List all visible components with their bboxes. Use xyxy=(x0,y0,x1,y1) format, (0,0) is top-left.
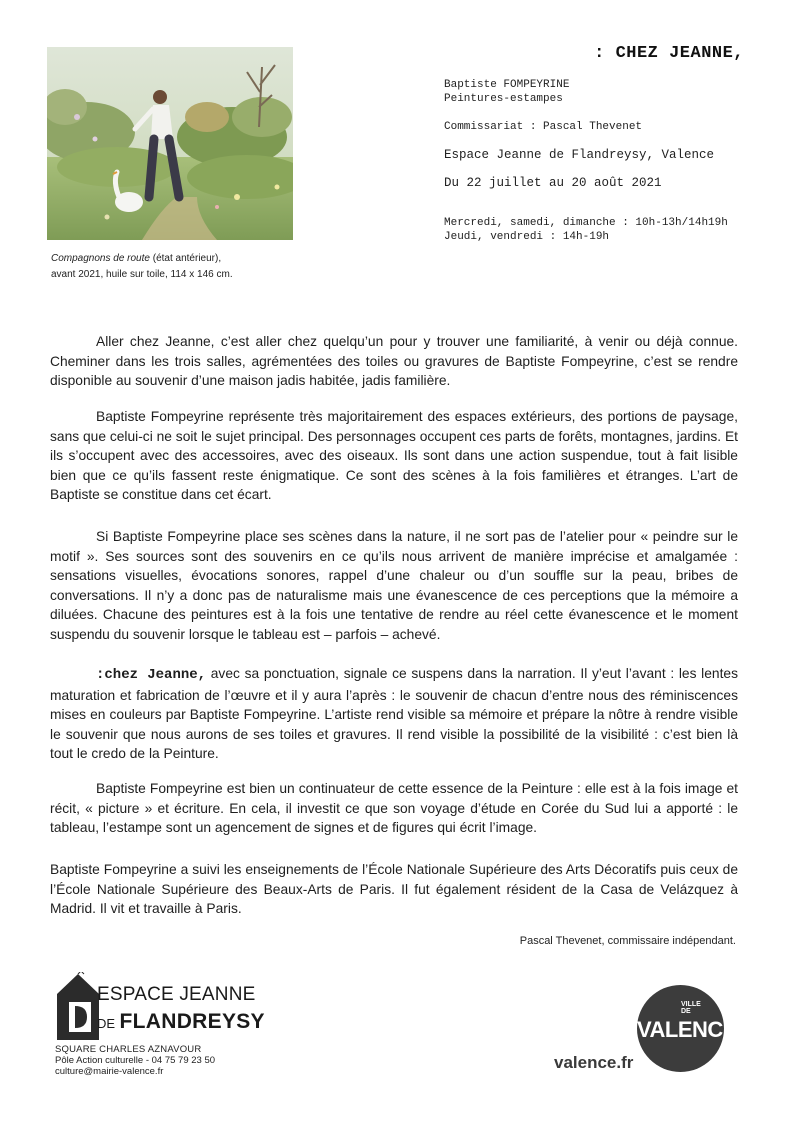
logo-line2-small: DE xyxy=(97,1016,116,1031)
espace-jeanne-logo xyxy=(55,972,285,1042)
painting-caption xyxy=(51,251,301,283)
address-pole: Pôle Action culturelle - 04 75 79 23 50 xyxy=(55,1055,216,1066)
exhibition-dates: Du 22 juillet au 20 août 2021 xyxy=(444,176,662,190)
body-paragraph: Baptiste Fompeyrine représente très majoritairement des espaces extérieurs, des portions de paysage, sans que celui-ci ne soit le sujet principal. Des personnages occupent ces parts de forêts, montagnes, jardins. Et ils s’occupent avec des accessoires, avec des oiseaux. Ils sont dans une action suspendue, tout à fait lisible bien que ce qu’ils fassent reste énigmatique. Ce sont des scènes à la fois familières et étranges. L’art de Baptiste se constitue dans cet écart. xyxy=(50,409,738,503)
body-paragraph: Baptiste Fompeyrine est bien un continuateur de cette essence de la Peinture : elle est à la fois image et récit, « picture » et écriture. En cela, il investit ce que son voyage d’étude en Corée du Sud lui a apporté : le tableau, l’estampe sont un agencement de signes et de figures qui écrit l’image. xyxy=(50,781,738,836)
logo-line2 xyxy=(97,1010,265,1034)
valence-logo-small: VILLE DE xyxy=(681,1001,701,1015)
body-paragraph xyxy=(50,664,738,764)
body-paragraph: Aller chez Jeanne, c’est aller chez quelqu’un pour y trouver une familiarité, à venir ou déjà connue. Cheminer dans les trois salles, agrémentées des toiles ou gravures de Baptiste Fompeyrine, c’est se rendre disponible au souvenir d’une maison jadis habitée, jadis familière. xyxy=(50,334,738,389)
valence-url-link[interactable]: valence.fr xyxy=(554,1053,634,1072)
paragraph-text: avec sa ponctuation, signale ce suspens dans la narration. Il y’eut l’avant : les lentes maturation et fabrication de l’œuvre et il y aura l’après : le souvenir de chacun d’entre nous des réminiscences mises en couleurs par Baptiste Fompeyrine. L’artiste rend visible sa mémoire et prépare la nôtre à rendre visible le souvenir que nous aurons de ses toiles et gravures. Il rend visible la possibilité de la visibilité : c’est bien là tout le credo de la Peinture. xyxy=(50,666,739,762)
body-paragraph: Baptiste Fompeyrine a suivi les enseignements de l’École Nationale Supérieure des Arts Décoratifs puis ceux de l’École Nationale Supérieure des Beaux-Arts de Paris. Il fut également résident de la Casa de Velázquez à Madrid. Il vit et travaille à Paris. xyxy=(50,862,738,917)
caption-line2: avant 2021, huile sur toile, 114 x 146 cm. xyxy=(51,269,233,280)
caption-title: Compagnons de route xyxy=(51,253,150,264)
artist-subtitle: Peintures-estampes xyxy=(444,93,563,105)
valence-logo-big: VALENCE xyxy=(637,1017,737,1042)
curator: Commissariat : Pascal Thevenet xyxy=(444,121,643,133)
valence-logo xyxy=(637,985,737,1072)
signature: Pascal Thevenet, commissaire indépendant. xyxy=(519,935,736,947)
logo-line1: ESPACE JEANNE xyxy=(97,984,256,1005)
venue: Espace Jeanne de Flandreysy, Valence xyxy=(444,148,715,162)
house-logo-icon xyxy=(55,972,101,1042)
caption-line1-rest: (état antérieur), xyxy=(149,253,222,264)
inline-title: :chez Jeanne, xyxy=(96,667,207,683)
painting-image xyxy=(47,47,293,240)
exhibition-title: : CHEZ JEANNE, xyxy=(594,44,744,63)
contact-email[interactable]: culture@mairie-valence.fr xyxy=(55,1066,164,1077)
artist-name: Baptiste FOMPEYRINE xyxy=(444,79,570,91)
body-paragraph: Si Baptiste Fompeyrine place ses scènes dans la nature, il ne sort pas de l’atelier pour « peindre sur le motif ». Ses sources sont des souvenirs en ce qu’ils nous arrivent de manière imprécise et amalgamée : sensations visuelles, évocations sonores, rappel d’une chaleur ou d’un souffle sur la peau, bribes de conversations. Il n’y a donc pas de naturalisme mais une évanescence de ces perceptions que la mémoire a diluées. Chacune des peintures est à la fois une tentative de rendre au réel cette évanescence et le moment suspendu du souvenir lorsque le tableau est – parfois – achevé. xyxy=(50,529,738,642)
opening-hours-line1: Mercredi, samedi, dimanche : 10h-13h/14h19h xyxy=(444,217,728,229)
address-square: SQUARE CHARLES AZNAVOUR xyxy=(55,1044,202,1055)
opening-hours-line2: Jeudi, vendredi : 14h-19h xyxy=(444,231,610,243)
logo-line2-big: FLANDREYSY xyxy=(119,1010,265,1033)
